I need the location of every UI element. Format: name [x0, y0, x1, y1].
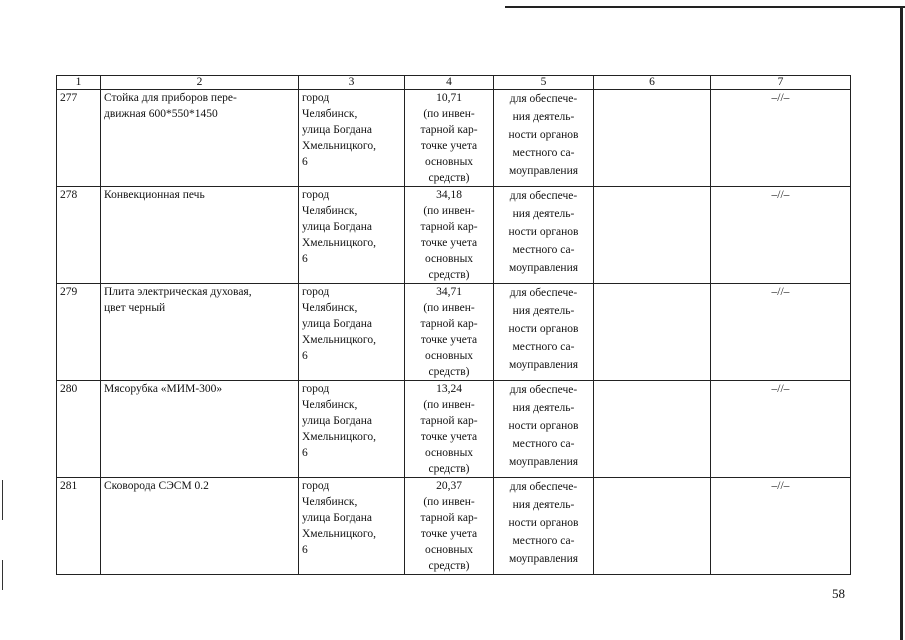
- item-purpose-line: для обеспече-: [509, 384, 578, 396]
- table-row: [57, 381, 851, 478]
- item-address-line: 6: [302, 253, 308, 265]
- item-name-line: Стойка для приборов пере-: [104, 92, 237, 104]
- item-value-line: тарной кар-: [420, 512, 478, 524]
- item-purpose-line: ния деятель-: [512, 305, 575, 317]
- item-address-line: город: [302, 286, 330, 298]
- item-value: [405, 284, 494, 381]
- item-value: [405, 187, 494, 284]
- item-value-line: 20,37: [436, 480, 462, 492]
- item-purpose-line: местного са-: [512, 341, 575, 353]
- table-row: [57, 187, 851, 284]
- item-number: 278: [57, 187, 101, 284]
- item-value-line: средств): [428, 560, 470, 572]
- item-value-line: основных: [424, 156, 474, 168]
- item-purpose-line: местного са-: [512, 244, 575, 256]
- item-address-line: 6: [302, 156, 308, 168]
- item-number: 277: [57, 90, 101, 187]
- item-address-line: город: [302, 92, 330, 104]
- item-address-line: Хмельницкого,: [302, 140, 376, 152]
- scan-border-right: [900, 6, 903, 640]
- item-address-line: Хмельницкого,: [302, 237, 376, 249]
- column-header: 3: [299, 76, 405, 90]
- scan-mark-left: [2, 480, 3, 520]
- property-registry-table: [56, 75, 851, 575]
- item-value-line: точке учета: [420, 431, 478, 443]
- item-value-line: средств): [428, 463, 470, 475]
- item-value-line: основных: [424, 544, 474, 556]
- item-value-line: 34,71: [436, 286, 462, 298]
- item-value-line: (по инвен-: [423, 496, 475, 508]
- item-purpose: [494, 381, 594, 478]
- item-col6: [594, 478, 711, 575]
- item-address-line: улица Богдана: [302, 221, 372, 233]
- item-value-line: точке учета: [420, 334, 478, 346]
- item-value-line: точке учета: [420, 140, 478, 152]
- item-address-line: город: [302, 189, 330, 201]
- item-purpose: [494, 478, 594, 575]
- item-value-line: средств): [428, 366, 470, 378]
- registry-body: [57, 90, 851, 575]
- table-row: [57, 478, 851, 575]
- item-address: [299, 478, 405, 575]
- item-col6: [594, 187, 711, 284]
- item-address-line: Челябинск,: [302, 496, 358, 508]
- item-value-line: тарной кар-: [420, 415, 478, 427]
- item-purpose-line: местного са-: [512, 535, 575, 547]
- item-address: [299, 284, 405, 381]
- item-address-line: Челябинск,: [302, 205, 358, 217]
- item-value-line: основных: [424, 350, 474, 362]
- scan-mark-left: [2, 560, 3, 590]
- item-purpose-line: ности органов: [508, 420, 579, 432]
- item-address-line: Хмельницкого,: [302, 528, 376, 540]
- item-value-line: (по инвен-: [423, 205, 475, 217]
- item-address-line: 6: [302, 544, 308, 556]
- column-header: 4: [405, 76, 494, 90]
- item-value-line: основных: [424, 253, 474, 265]
- item-name-line: Конвекционная печь: [104, 189, 205, 201]
- item-value-line: тарной кар-: [420, 124, 478, 136]
- item-ditto: –//–: [711, 381, 851, 478]
- item-value: [405, 381, 494, 478]
- item-purpose-line: ности органов: [508, 323, 579, 335]
- item-purpose-line: ния деятель-: [512, 111, 575, 123]
- item-ditto: –//–: [711, 187, 851, 284]
- item-name-line: движная 600*550*1450: [104, 108, 218, 120]
- scan-border-top: [505, 6, 905, 8]
- item-purpose-line: моуправления: [508, 553, 579, 565]
- item-value-line: тарной кар-: [420, 221, 478, 233]
- item-ditto: –//–: [711, 478, 851, 575]
- item-col6: [594, 284, 711, 381]
- item-number: 280: [57, 381, 101, 478]
- column-header: 5: [494, 76, 594, 90]
- item-value: [405, 478, 494, 575]
- column-number-row: [57, 76, 851, 90]
- column-header: 1: [57, 76, 101, 90]
- item-purpose-line: моуправления: [508, 165, 579, 177]
- item-purpose-line: ния деятель-: [512, 499, 575, 511]
- item-name: [101, 381, 299, 478]
- item-address-line: Челябинск,: [302, 108, 358, 120]
- item-value-line: точке учета: [420, 237, 478, 249]
- item-purpose-line: ности органов: [508, 129, 579, 141]
- item-address-line: улица Богдана: [302, 318, 372, 330]
- item-value-line: точке учета: [420, 528, 478, 540]
- item-purpose-line: для обеспече-: [509, 93, 578, 105]
- item-address-line: улица Богдана: [302, 512, 372, 524]
- item-name: [101, 187, 299, 284]
- column-header: 6: [594, 76, 711, 90]
- item-name: [101, 284, 299, 381]
- item-purpose-line: местного са-: [512, 438, 575, 450]
- item-purpose-line: для обеспече-: [509, 190, 578, 202]
- item-address-line: 6: [302, 447, 308, 459]
- item-ditto: –//–: [711, 90, 851, 187]
- item-address-line: 6: [302, 350, 308, 362]
- item-purpose-line: ния деятель-: [512, 208, 575, 220]
- item-purpose-line: моуправления: [508, 262, 579, 274]
- item-name-line: Плита электрическая духовая,: [104, 286, 252, 298]
- item-purpose-line: моуправления: [508, 359, 579, 371]
- item-address-line: улица Богдана: [302, 124, 372, 136]
- item-value-line: 10,71: [436, 92, 462, 104]
- item-address-line: город: [302, 383, 330, 395]
- table-row: [57, 284, 851, 381]
- column-header: 7: [711, 76, 851, 90]
- item-purpose-line: ности органов: [508, 226, 579, 238]
- item-name-line: Сковорода СЭСМ 0.2: [104, 480, 209, 492]
- item-name-line: Мясорубка «МИМ-300»: [104, 383, 223, 395]
- item-value-line: (по инвен-: [423, 302, 475, 314]
- item-purpose-line: ности органов: [508, 517, 579, 529]
- item-purpose-line: для обеспече-: [509, 481, 578, 493]
- item-name-line: цвет черный: [104, 302, 166, 314]
- item-number: 281: [57, 478, 101, 575]
- item-purpose-line: для обеспече-: [509, 287, 578, 299]
- item-purpose: [494, 90, 594, 187]
- item-value-line: (по инвен-: [423, 108, 475, 120]
- table-row: [57, 90, 851, 187]
- item-col6: [594, 381, 711, 478]
- item-col6: [594, 90, 711, 187]
- item-address-line: Хмельницкого,: [302, 334, 376, 346]
- item-value-line: средств): [428, 269, 470, 281]
- item-address-line: Хмельницкого,: [302, 431, 376, 443]
- item-address: [299, 90, 405, 187]
- item-address: [299, 187, 405, 284]
- column-header: 2: [101, 76, 299, 90]
- item-address-line: улица Богдана: [302, 415, 372, 427]
- item-name: [101, 478, 299, 575]
- item-address-line: Челябинск,: [302, 399, 358, 411]
- item-value: [405, 90, 494, 187]
- item-address-line: город: [302, 480, 330, 492]
- item-address: [299, 381, 405, 478]
- item-purpose-line: местного са-: [512, 147, 575, 159]
- item-value-line: средств): [428, 172, 470, 184]
- item-value-line: 13,24: [436, 383, 462, 395]
- item-purpose-line: ния деятель-: [512, 402, 575, 414]
- item-address-line: Челябинск,: [302, 302, 358, 314]
- item-purpose: [494, 284, 594, 381]
- item-value-line: основных: [424, 447, 474, 459]
- item-purpose-line: моуправления: [508, 456, 579, 468]
- item-ditto: –//–: [711, 284, 851, 381]
- item-name: [101, 90, 299, 187]
- page-number: 58: [832, 586, 845, 601]
- item-value-line: тарной кар-: [420, 318, 478, 330]
- item-value-line: 34,18: [436, 189, 462, 201]
- item-purpose: [494, 187, 594, 284]
- item-number: 279: [57, 284, 101, 381]
- item-value-line: (по инвен-: [423, 399, 475, 411]
